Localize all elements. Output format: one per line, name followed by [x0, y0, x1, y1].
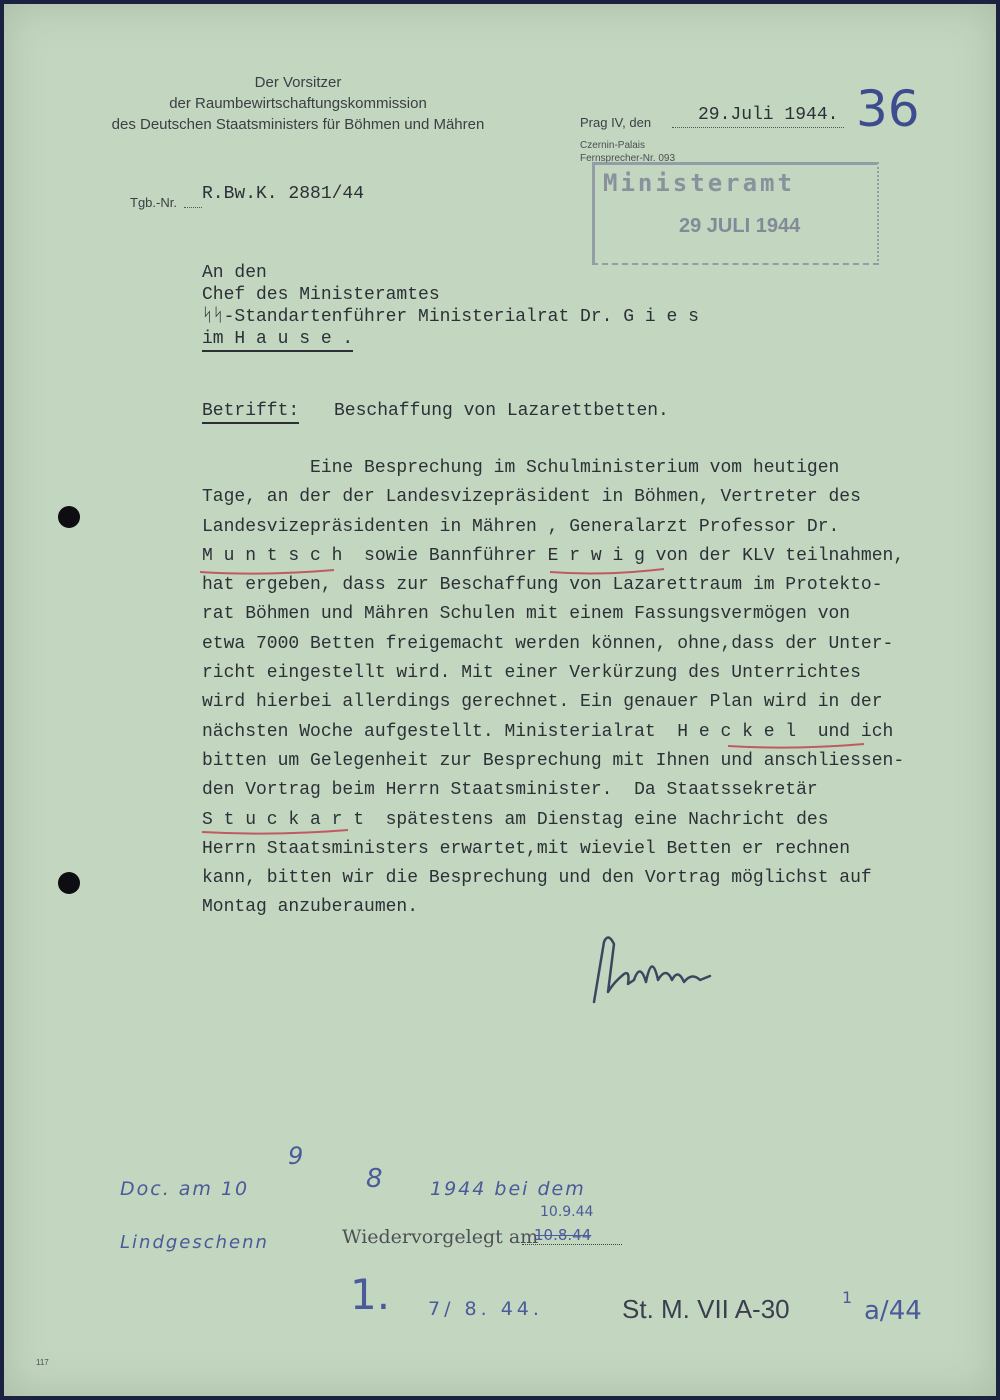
body-line: bitten um Gelegenheit zur Besprechung mit Ihnen und anschliessen- [202, 750, 905, 771]
wiedervorgelegt-label: Wiedervorgelegt am [342, 1226, 539, 1248]
recipient-line-4: im H a u s e . [202, 328, 353, 352]
body-line: nächsten Woche aufgestellt. Ministerialrat H e c k e l und ich [202, 721, 894, 742]
underline-heckel [728, 744, 864, 748]
file-code: St. M. VII A-30 [622, 1294, 790, 1324]
stamp-date: 29 JULI 1944 [679, 215, 801, 237]
address-line-2: Fernsprecher-Nr. 093 [580, 153, 676, 164]
body-line: kann, bitten wir die Besprechung und den Vortrag möglichst auf [202, 868, 872, 889]
letterhead-line-2: der Raumbewirtschaftungskommission [169, 95, 427, 112]
underline-erwig [550, 569, 664, 573]
body-line: Eine Besprechung im Schulministerium vom heutigen [202, 458, 840, 478]
body-line: M u n t s c h sowie Bannführer E r w i g von der KLV teilnahmen, [202, 545, 905, 566]
body-line: den Vortrag beim Herrn Staatsminister. Da Staatssekretär [202, 780, 818, 801]
subject-label: Betrifft: [202, 400, 299, 424]
place-label: Prag IV, den [580, 115, 652, 130]
handwritten-year-note: 1944 bei dem [430, 1178, 586, 1200]
file-code-suffix: a/44 [864, 1296, 922, 1326]
handwritten-month-bottom: 8 [366, 1164, 383, 1194]
handwritten-mark-one: 1. [350, 1270, 391, 1319]
file-code-superscript: 1 [842, 1288, 853, 1307]
handwritten-folio-number: 36 [856, 80, 920, 138]
handwritten-note-line2: Lindgeschenn [120, 1232, 269, 1253]
document-page [4, 4, 996, 1396]
underline-muntsch [200, 570, 334, 574]
underline-stuckart [202, 830, 348, 834]
punch-hole-lower [58, 872, 80, 894]
body-line: hat ergeben, dass zur Beschaffung von Lazarettraum im Protekto- [202, 575, 883, 596]
body-line: Tage, an der der Landesvizepräsident in Böhmen, Vertreter des [202, 487, 861, 508]
body-line: richt eingestellt wird. Mit einer Verkürzung des Unterrichtes [202, 663, 861, 684]
letterhead-line-1: Der Vorsitzer [254, 74, 342, 91]
signature-stroke [594, 937, 710, 1002]
body-line: rat Böhmen und Mähren Schulen mit einem Fassungsvermögen von [202, 604, 851, 625]
body-line: wird hierbei allerdings gerechnet. Ein genauer Plan wird in der [202, 692, 883, 713]
body-line: S t u c k a r t spätestens am Dienstag eine Nachricht des [202, 809, 829, 830]
wiedervorgelegt-dotted-line [522, 1244, 622, 1245]
body-line: Montag anzuberaumen. [202, 897, 419, 918]
page-number: 117 [36, 1358, 49, 1367]
recipient-line-1: An den [202, 263, 267, 283]
recipient-line-2: Chef des Ministeramtes [202, 285, 440, 305]
handwritten-note-line1: Doc. am 10 [120, 1178, 250, 1200]
body-line: Herrn Staatsministers erwartet,mit wieviel Betten er rechnen [202, 838, 851, 859]
recipient-line-3: ᛋᛋ-Standartenführer Ministerialrat Dr. G i e s [202, 307, 699, 327]
handwritten-bottom-date: 7/ 8. 44. [428, 1298, 543, 1320]
punch-hole-upper [58, 506, 80, 528]
body-line: etwa 7000 Betten freigemacht werden können, ohne,dass der Unter- [202, 633, 894, 654]
wiedervorgelegt-date-struck: 10.8.44 [534, 1226, 592, 1244]
signature [574, 922, 724, 1022]
wiedervorgelegt-date-new: 10.9.44 [540, 1204, 594, 1220]
letterhead-line-3: des Deutschen Staatsministers für Böhmen und Mähren [111, 116, 485, 133]
reference-label: Tgb.-Nr. [130, 195, 177, 210]
letter-date: 29.Juli 1944. [698, 105, 839, 125]
reference-number: R.Bw.K. 2881/44 [202, 184, 365, 204]
handwritten-month-top: 9 [288, 1142, 304, 1170]
body-line: Landesvizepräsidenten in Mähren , Generalarzt Professor Dr. [202, 516, 840, 537]
address-line-1: Czernin-Palais [580, 140, 646, 151]
subject-text: Beschaffung von Lazarettbetten. [334, 401, 669, 421]
stamp-title: Ministeramt [603, 169, 795, 197]
